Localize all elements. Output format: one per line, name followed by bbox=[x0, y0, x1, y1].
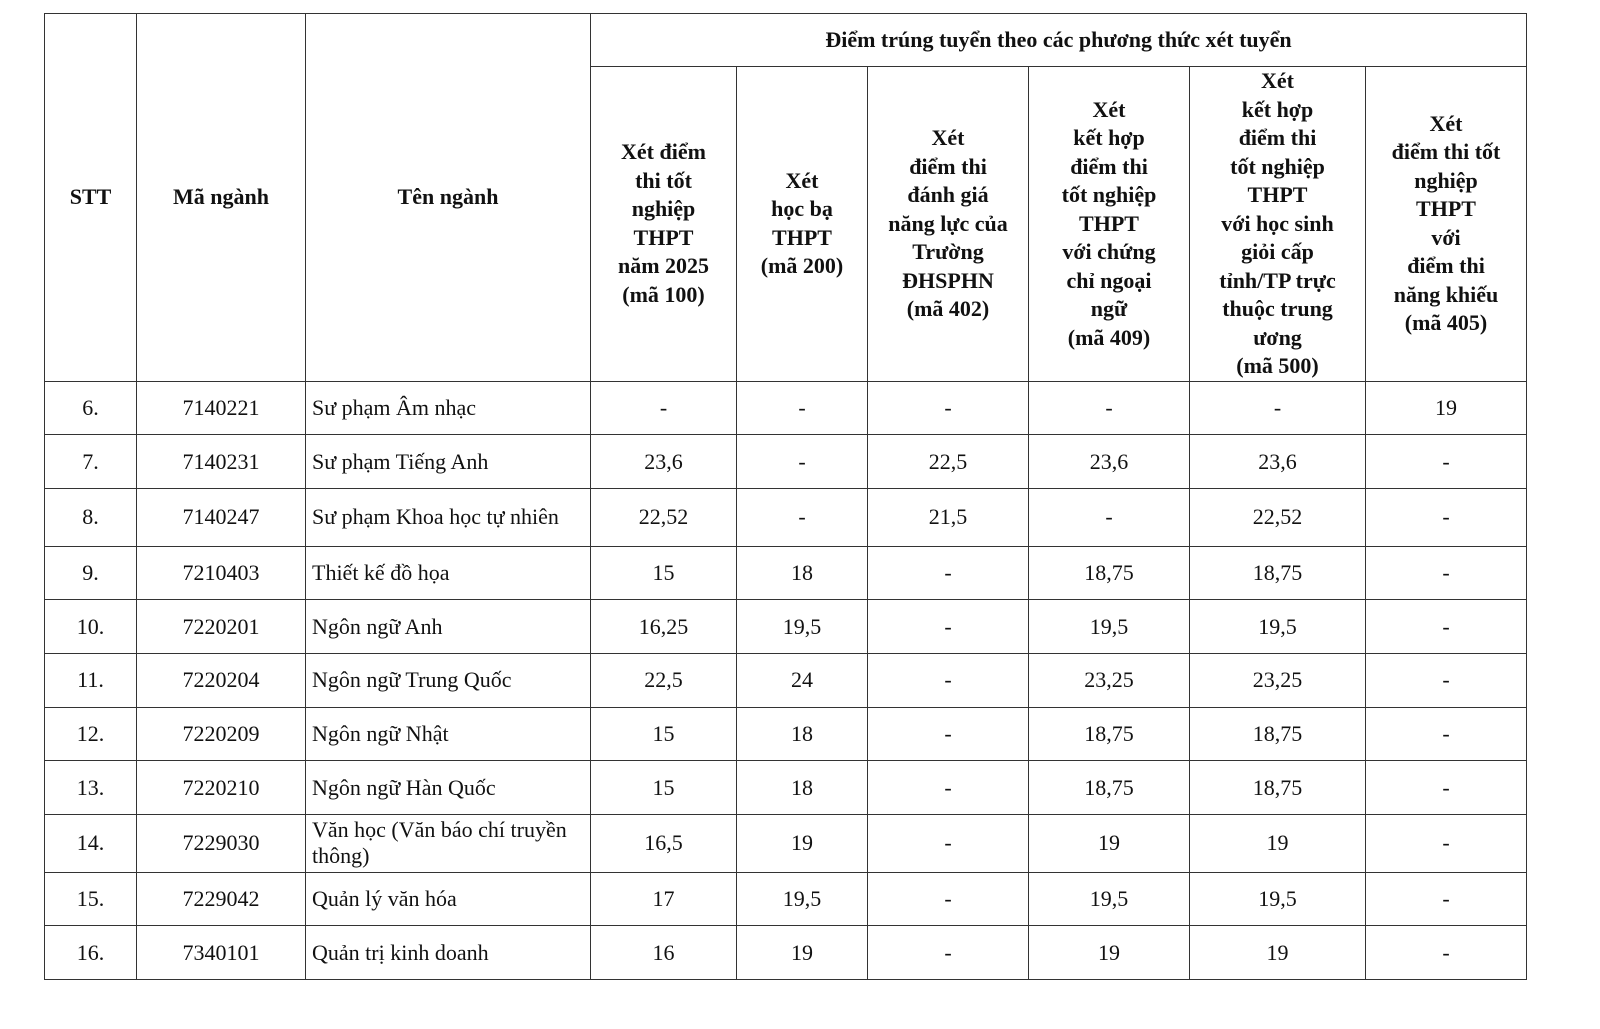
cell-score: - bbox=[737, 435, 868, 489]
cell-score: 18,75 bbox=[1190, 546, 1366, 600]
cell-score: - bbox=[1366, 926, 1527, 980]
cell-score: 22,5 bbox=[591, 653, 737, 707]
table-header bbox=[45, 14, 1527, 382]
cell-code: 7140221 bbox=[137, 381, 306, 435]
table-row bbox=[45, 707, 1527, 761]
header-stt: STT bbox=[45, 14, 137, 382]
header-methods-group: Điểm trúng tuyển theo các phương thức xét tuyển bbox=[591, 14, 1527, 67]
cell-stt: 11. bbox=[45, 653, 137, 707]
cell-name: Ngôn ngữ Hàn Quốc bbox=[306, 761, 591, 815]
cell-score: 17 bbox=[591, 872, 737, 926]
cell-stt: 16. bbox=[45, 926, 137, 980]
table-row bbox=[45, 653, 1527, 707]
cell-score: - bbox=[868, 600, 1029, 654]
cell-score: 15 bbox=[591, 707, 737, 761]
cell-score: 22,52 bbox=[591, 488, 737, 546]
cell-score: 16,25 bbox=[591, 600, 737, 654]
table-row bbox=[45, 926, 1527, 980]
cell-stt: 10. bbox=[45, 600, 137, 654]
cell-score: - bbox=[737, 381, 868, 435]
cell-score: 23,6 bbox=[591, 435, 737, 489]
header-method-100: Xét điểm thi tốt nghiệp THPT năm 2025 (mã 100) bbox=[591, 67, 737, 382]
cell-score: 19,5 bbox=[737, 872, 868, 926]
cell-score: 23,25 bbox=[1029, 653, 1190, 707]
cell-name: Quản lý văn hóa bbox=[306, 872, 591, 926]
table-row bbox=[45, 488, 1527, 546]
cell-code: 7140231 bbox=[137, 435, 306, 489]
cell-score: - bbox=[868, 872, 1029, 926]
cell-score: - bbox=[1366, 435, 1527, 489]
cell-score: - bbox=[1366, 761, 1527, 815]
cell-code: 7140247 bbox=[137, 488, 306, 546]
table-row bbox=[45, 546, 1527, 600]
cell-score: - bbox=[1366, 600, 1527, 654]
cell-score: 24 bbox=[737, 653, 868, 707]
cell-score: - bbox=[591, 381, 737, 435]
cell-score: 16,5 bbox=[591, 814, 737, 872]
cell-code: 7220204 bbox=[137, 653, 306, 707]
admission-scores-table bbox=[44, 13, 1527, 980]
table-row bbox=[45, 814, 1527, 872]
cell-score: 19 bbox=[737, 926, 868, 980]
cell-score: 19 bbox=[1190, 814, 1366, 872]
cell-score: 18 bbox=[737, 546, 868, 600]
header-method-402: Xét điểm thi đánh giá năng lực của Trường ĐHSPHN (mã 402) bbox=[868, 67, 1029, 382]
header-ten-nganh: Tên ngành bbox=[306, 14, 591, 382]
table-row bbox=[45, 381, 1527, 435]
cell-score: - bbox=[1029, 381, 1190, 435]
cell-score: - bbox=[1366, 653, 1527, 707]
cell-score: 19 bbox=[1029, 926, 1190, 980]
header-method-409: Xét kết hợp điểm thi tốt nghiệp THPT với chứng chỉ ngoại ngữ (mã 409) bbox=[1029, 67, 1190, 382]
cell-code: 7229030 bbox=[137, 814, 306, 872]
cell-score: 18,75 bbox=[1029, 761, 1190, 815]
cell-score: 21,5 bbox=[868, 488, 1029, 546]
cell-name: Ngôn ngữ Anh bbox=[306, 600, 591, 654]
cell-score: 23,6 bbox=[1190, 435, 1366, 489]
cell-score: 15 bbox=[591, 546, 737, 600]
cell-code: 7220201 bbox=[137, 600, 306, 654]
cell-name: Văn học (Văn báo chí truyền thông) bbox=[306, 814, 591, 872]
cell-score: - bbox=[1366, 707, 1527, 761]
cell-code: 7220209 bbox=[137, 707, 306, 761]
cell-score: - bbox=[737, 488, 868, 546]
cell-score: 23,25 bbox=[1190, 653, 1366, 707]
cell-stt: 6. bbox=[45, 381, 137, 435]
cell-stt: 12. bbox=[45, 707, 137, 761]
cell-name: Thiết kế đồ họa bbox=[306, 546, 591, 600]
cell-code: 7220210 bbox=[137, 761, 306, 815]
cell-stt: 7. bbox=[45, 435, 137, 489]
cell-stt: 13. bbox=[45, 761, 137, 815]
header-method-405: Xét điểm thi tốt nghiệp THPT với điểm thi năng khiếu (mã 405) bbox=[1366, 67, 1527, 382]
table-row bbox=[45, 435, 1527, 489]
cell-code: 7229042 bbox=[137, 872, 306, 926]
cell-score: 22,52 bbox=[1190, 488, 1366, 546]
header-method-500: Xét kết hợp điểm thi tốt nghiệp THPT với học sinh giỏi cấp tỉnh/TP trực thuộc trung ương (mã 500) bbox=[1190, 67, 1366, 382]
cell-stt: 15. bbox=[45, 872, 137, 926]
header-ma-nganh: Mã ngành bbox=[137, 14, 306, 382]
cell-score: 19,5 bbox=[1190, 600, 1366, 654]
cell-score: 19 bbox=[1190, 926, 1366, 980]
cell-score: - bbox=[868, 381, 1029, 435]
cell-score: 18 bbox=[737, 707, 868, 761]
cell-score: 18,75 bbox=[1029, 546, 1190, 600]
cell-name: Sư phạm Khoa học tự nhiên bbox=[306, 488, 591, 546]
cell-score: 18,75 bbox=[1190, 707, 1366, 761]
cell-name: Ngôn ngữ Nhật bbox=[306, 707, 591, 761]
cell-score: 23,6 bbox=[1029, 435, 1190, 489]
cell-score: 15 bbox=[591, 761, 737, 815]
cell-score: 18 bbox=[737, 761, 868, 815]
table-body bbox=[45, 381, 1527, 980]
cell-score: - bbox=[1366, 872, 1527, 926]
cell-score: 18,75 bbox=[1029, 707, 1190, 761]
cell-stt: 8. bbox=[45, 488, 137, 546]
cell-score: - bbox=[868, 761, 1029, 815]
table-row bbox=[45, 761, 1527, 815]
cell-score: - bbox=[868, 546, 1029, 600]
cell-score: - bbox=[1366, 814, 1527, 872]
cell-score: - bbox=[868, 814, 1029, 872]
cell-score: 18,75 bbox=[1190, 761, 1366, 815]
cell-name: Sư phạm Âm nhạc bbox=[306, 381, 591, 435]
cell-score: - bbox=[1029, 488, 1190, 546]
cell-name: Quản trị kinh doanh bbox=[306, 926, 591, 980]
cell-score: 22,5 bbox=[868, 435, 1029, 489]
table-row bbox=[45, 872, 1527, 926]
cell-score: 19,5 bbox=[1190, 872, 1366, 926]
cell-score: - bbox=[1366, 488, 1527, 546]
cell-score: 19,5 bbox=[737, 600, 868, 654]
cell-stt: 9. bbox=[45, 546, 137, 600]
cell-score: - bbox=[868, 707, 1029, 761]
cell-stt: 14. bbox=[45, 814, 137, 872]
cell-score: - bbox=[868, 926, 1029, 980]
cell-score: 19 bbox=[1366, 381, 1527, 435]
cell-code: 7340101 bbox=[137, 926, 306, 980]
cell-score: 19 bbox=[1029, 814, 1190, 872]
cell-name: Sư phạm Tiếng Anh bbox=[306, 435, 591, 489]
cell-score: 19,5 bbox=[1029, 872, 1190, 926]
cell-score: 19,5 bbox=[1029, 600, 1190, 654]
cell-score: - bbox=[868, 653, 1029, 707]
cell-name: Ngôn ngữ Trung Quốc bbox=[306, 653, 591, 707]
cell-score: 19 bbox=[737, 814, 868, 872]
cell-score: - bbox=[1366, 546, 1527, 600]
cell-score: - bbox=[1190, 381, 1366, 435]
cell-code: 7210403 bbox=[137, 546, 306, 600]
cell-score: 16 bbox=[591, 926, 737, 980]
header-method-200: Xét học bạ THPT (mã 200) bbox=[737, 67, 868, 382]
table-row bbox=[45, 600, 1527, 654]
